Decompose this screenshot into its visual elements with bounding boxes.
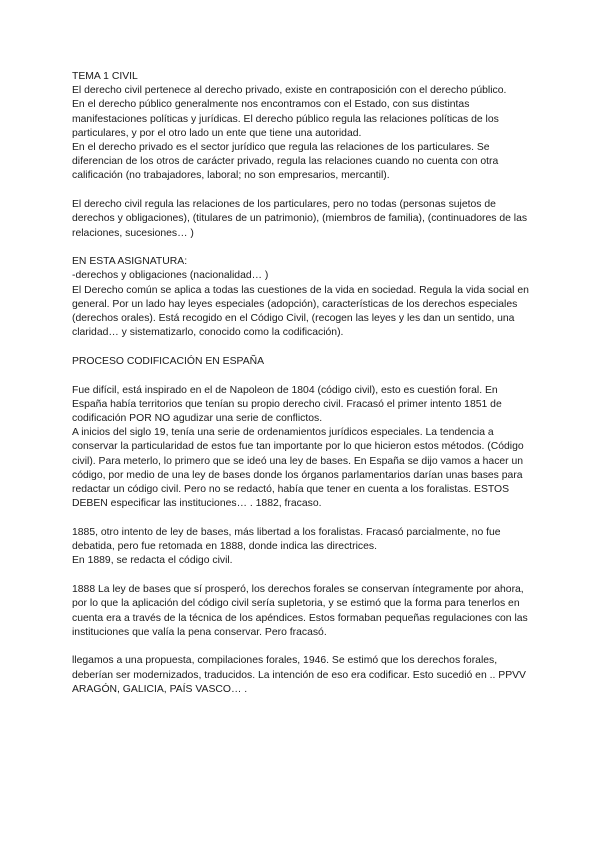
spacer xyxy=(72,640,532,655)
spacer xyxy=(72,241,532,256)
intro-paragraph-1: El derecho civil pertenece al derecho privado, existe en contraposición con el derecho público. xyxy=(72,85,507,97)
proceso-paragraph-4: 1888 La ley de bases que sí prosperó, los derechos forales se conservan íntegramente por ahora, por lo que la aplicación del código civil sería supletoria, y se estimó que la forma para tenerlos en cuenta era a través de la técnica de los apéndices. Estos formaban pequeñas regulaciones con las instituciones que valía la pena conservar. Pero fracasó. xyxy=(72,584,528,638)
proceso-paragraph-3b: En 1889, se redacta el código civil. xyxy=(72,555,233,567)
proceso-paragraph-5: llegamos a una propuesta, compilaciones forales, 1946. Se estimó que los derechos forales, deberían ser modernizados, traducidos. La intención de eso era codificar. Esto sucedió en .. PPVV ARAGÓN, GALICIA, PAÍS VASCO… . xyxy=(72,655,526,695)
asignatura-item: -derechos y obligaciones (nacionalidad… ) xyxy=(72,270,269,282)
spacer xyxy=(72,569,532,584)
asignatura-body: El Derecho común se aplica a todas las cuestiones de la vida en sociedad. Regula la vida social en general. Por un lado hay leyes especiales (adopción), características de los derechos especiales (derechos orales). Está recogido en el Código Civil, (recogen las leyes y les dan un sentido, una claridad… y sistematizarlo, conocido como la codificación). xyxy=(72,284,529,339)
spacer xyxy=(72,340,532,355)
intro-paragraph-2: En el derecho público generalmente nos encontramos con el Estado, con sus distintas manifestaciones políticas y jurídicas. El derecho público regula las relaciones políticas de los particulares, y por el otro lado un ente que tiene una autoridad. xyxy=(72,99,499,139)
proceso-paragraph-2: A inicios del siglo 19, tenía una serie de ordenamientos jurídicos especiales. La tendencia a conservar la particularidad de estos fue tan importante por lo que hicieron estos métodos. (Código civil). Para meterlo, lo primero que se ideó una ley de bases. En España se dijo vamos a hacer un código, por medio de una ley de bases donde los órganos parlamentarios darían unas bases para redactar un código civil. Pero no se redactó, había que tener en cuenta a los foralistas. ESTOS DEBEN especificar las instituciones… . 1882, fracaso. xyxy=(72,427,524,510)
asignatura-heading: EN ESTA ASIGNATURA: xyxy=(72,256,188,268)
intro-paragraph-3: En el derecho privado es el sector jurídico que regula las relaciones de los particulares. Se diferencian de los otros de carácter privado, regula las relaciones cuando no cuenta con otra calificación (no trabajadores, laboral; no son empresarios, mercantil). xyxy=(72,142,499,182)
spacer xyxy=(72,511,532,526)
spacer xyxy=(72,369,532,384)
civil-paragraph: El derecho civil regula las relaciones de los particulares, pero no todas (personas sujetos de derechos y obligaciones), (titulares de un patrimonio), (miembros de familia), (continuadores de las relaciones, sucesiones… ) xyxy=(72,199,528,239)
document-title: TEMA 1 CIVIL xyxy=(72,71,138,82)
proceso-heading: PROCESO CODIFICACIÓN EN ESPAÑA xyxy=(72,355,265,367)
proceso-paragraph-3a: 1885, otro intento de ley de bases, más libertad a los foralistas. Fracasó parcialmente, no fue debatida, pero fue retomada en 1888, donde indica las directrices. xyxy=(72,526,501,553)
proceso-paragraph-1: Fue difícil, está inspirado en el de Napoleon de 1804 (código civil), esto es cuestión foral. En España había territorios que tenían su propio derecho civil. Fracasó el primer intento 1851 de codificación POR NO agudizar una serie de conflictos. xyxy=(72,384,502,425)
document-body xyxy=(72,70,532,697)
spacer xyxy=(72,184,532,199)
